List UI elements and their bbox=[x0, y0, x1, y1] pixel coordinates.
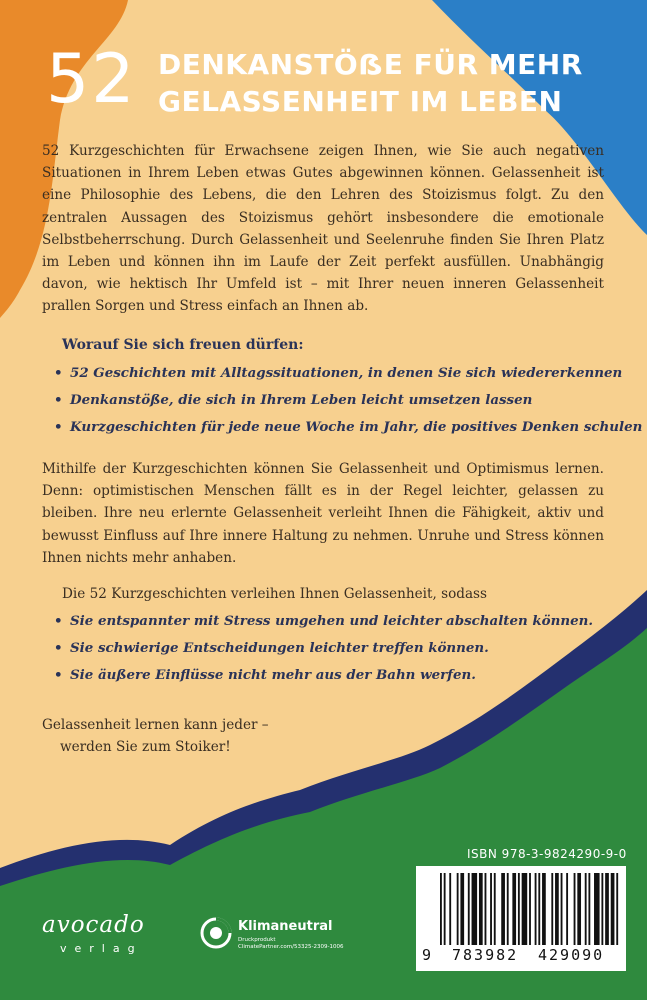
benefit-text: Kurzgeschichten für jede neue Woche im Jahr, die positives Denken schulen bbox=[70, 419, 643, 435]
bullet-icon: • bbox=[54, 392, 63, 408]
barcode-bar bbox=[490, 873, 492, 945]
header-number: 52 bbox=[46, 40, 137, 119]
barcode-bar bbox=[555, 873, 559, 945]
barcode-bar bbox=[501, 873, 505, 945]
climate-partner-icon bbox=[200, 917, 232, 949]
barcode-digit-first: 9 bbox=[422, 946, 432, 964]
barcode-bar bbox=[551, 873, 553, 945]
cover-header bbox=[46, 40, 626, 120]
outcome-item bbox=[48, 608, 608, 635]
bullet-icon: • bbox=[54, 613, 63, 629]
barcode-bar bbox=[444, 873, 446, 945]
barcode-bar bbox=[538, 873, 540, 945]
barcode-bar bbox=[494, 873, 496, 945]
bullet-icon: • bbox=[54, 419, 63, 435]
climate-name: Klimaneutral bbox=[238, 919, 333, 934]
benefit-text: Denkanstöße, die sich in Ihrem Leben leicht umsetzen lassen bbox=[70, 392, 533, 408]
barcode-box bbox=[416, 866, 626, 971]
bullet-icon: • bbox=[54, 365, 63, 381]
barcode-group2: 429090 bbox=[538, 946, 605, 964]
barcode-bar bbox=[574, 873, 576, 945]
publisher-logo bbox=[42, 912, 172, 964]
barcode-bar bbox=[522, 873, 528, 945]
outcome-text: Sie äußere Einflüsse nicht mehr aus der Bahn werfen. bbox=[70, 667, 476, 683]
closing-text bbox=[42, 714, 362, 758]
climate-sub1: Druckprodukt bbox=[238, 937, 276, 943]
header-title bbox=[158, 46, 583, 120]
benefit-item bbox=[48, 387, 608, 414]
middle-paragraph: Mithilfe der Kurzgeschichten können Sie Gelassenheit und Optimismus lernen. Denn: optimistischen Menschen fällt es in der Regel leichter, gelassen zu bleiben. Ihre neu erlernte Gelassenheit verleiht Ihnen die Fähigkeit, aktiv und bewusst Einfluss auf Ihre innere Haltung zu nehmen. Unruhe und Stress können Ihnen nichts mehr anhaben. bbox=[42, 461, 604, 566]
barcode-bar bbox=[594, 873, 600, 945]
barcode-bar bbox=[449, 873, 451, 945]
isbn-label: ISBN 978-3-9824290-9-0 bbox=[467, 847, 627, 861]
barcode-bar bbox=[472, 873, 478, 945]
header-title-line1: DENKANSTÖẞE FÜR MEHR bbox=[158, 48, 583, 81]
intro-paragraph: 52 Kurzgeschichten für Erwachsene zeigen Ihnen, wie Sie auch negativen Situationen in Ihrem Leben etwas Gutes abgewinnen können. Gelassenheit ist eine Philosophie des Lebens, die den Lehren des Stoizismus folgt. Zu den zentralen Aussagen des Stoizismus gehört insbesondere die emotionale Selbstbeherrschung. Durch Gelassenheit und Seelenruhe finden Sie Ihren Platz im Leben und können ihn im Laufe der Zeit perfekt ausfüllen. Unabhängig davon, wie hektisch Ihr Umfeld ist – mit Ihrer neuen inneren Gelassenheit prallen Sorgen und Stress einfach an Ihnen ab. bbox=[42, 143, 604, 315]
outcome-text: Sie entspannter mit Stress umgehen und leichter abschalten können. bbox=[70, 613, 593, 629]
outcomes-heading: Die 52 Kurzgeschichten verleihen Ihnen Gelassenheit, sodass bbox=[62, 586, 488, 602]
barcode-bar bbox=[611, 873, 615, 945]
outcome-item bbox=[48, 662, 608, 689]
barcode-bar bbox=[601, 873, 603, 945]
barcode-icon bbox=[440, 873, 620, 945]
barcode-bar bbox=[507, 873, 509, 945]
benefit-item bbox=[48, 414, 643, 441]
climate-sub bbox=[238, 937, 358, 951]
barcode-bar bbox=[485, 873, 487, 945]
benefits-heading: Worauf Sie sich freuen dürfen: bbox=[62, 337, 304, 353]
barcode-bar bbox=[588, 873, 590, 945]
barcode-bar bbox=[468, 873, 470, 945]
bullet-icon: • bbox=[54, 640, 63, 656]
closing-line1: Gelassenheit lernen kann jeder – bbox=[42, 717, 269, 733]
barcode-bar bbox=[561, 873, 563, 945]
barcode-bar bbox=[535, 873, 537, 945]
benefits-list bbox=[48, 360, 643, 441]
barcode-bar bbox=[460, 873, 464, 945]
barcode-bar bbox=[529, 873, 531, 945]
header-title-line2: GELASSENHEIT IM LEBEN bbox=[158, 85, 563, 118]
barcode-bar bbox=[585, 873, 587, 945]
barcode-bar bbox=[440, 873, 442, 945]
barcode-bar bbox=[577, 873, 581, 945]
barcode-bar bbox=[616, 873, 618, 945]
publisher-sub: verlag bbox=[60, 942, 143, 955]
barcode-bar bbox=[566, 873, 568, 945]
barcode-bar bbox=[542, 873, 546, 945]
benefit-text: 52 Geschichten mit Alltagssituationen, in denen Sie sich wiedererkennen bbox=[70, 365, 623, 381]
barcode-digits bbox=[422, 946, 622, 968]
bullet-icon: • bbox=[54, 667, 63, 683]
barcode-bar bbox=[605, 873, 609, 945]
barcode-bar bbox=[479, 873, 483, 945]
benefit-item bbox=[48, 360, 623, 387]
climate-logo bbox=[200, 917, 360, 957]
outcome-text: Sie schwierige Entscheidungen leichter treffen können. bbox=[70, 640, 489, 656]
outcome-item bbox=[48, 635, 608, 662]
climate-sub2: ClimatePartner.com/53325-2309-1006 bbox=[238, 944, 344, 950]
publisher-name: avocado bbox=[42, 912, 145, 938]
barcode-bar bbox=[457, 873, 459, 945]
barcode-group1: 783982 bbox=[452, 946, 519, 964]
barcode-bar bbox=[512, 873, 516, 945]
closing-line2: werden Sie zum Stoiker! bbox=[60, 739, 231, 756]
outcomes-list bbox=[48, 608, 608, 689]
barcode-bar bbox=[518, 873, 520, 945]
